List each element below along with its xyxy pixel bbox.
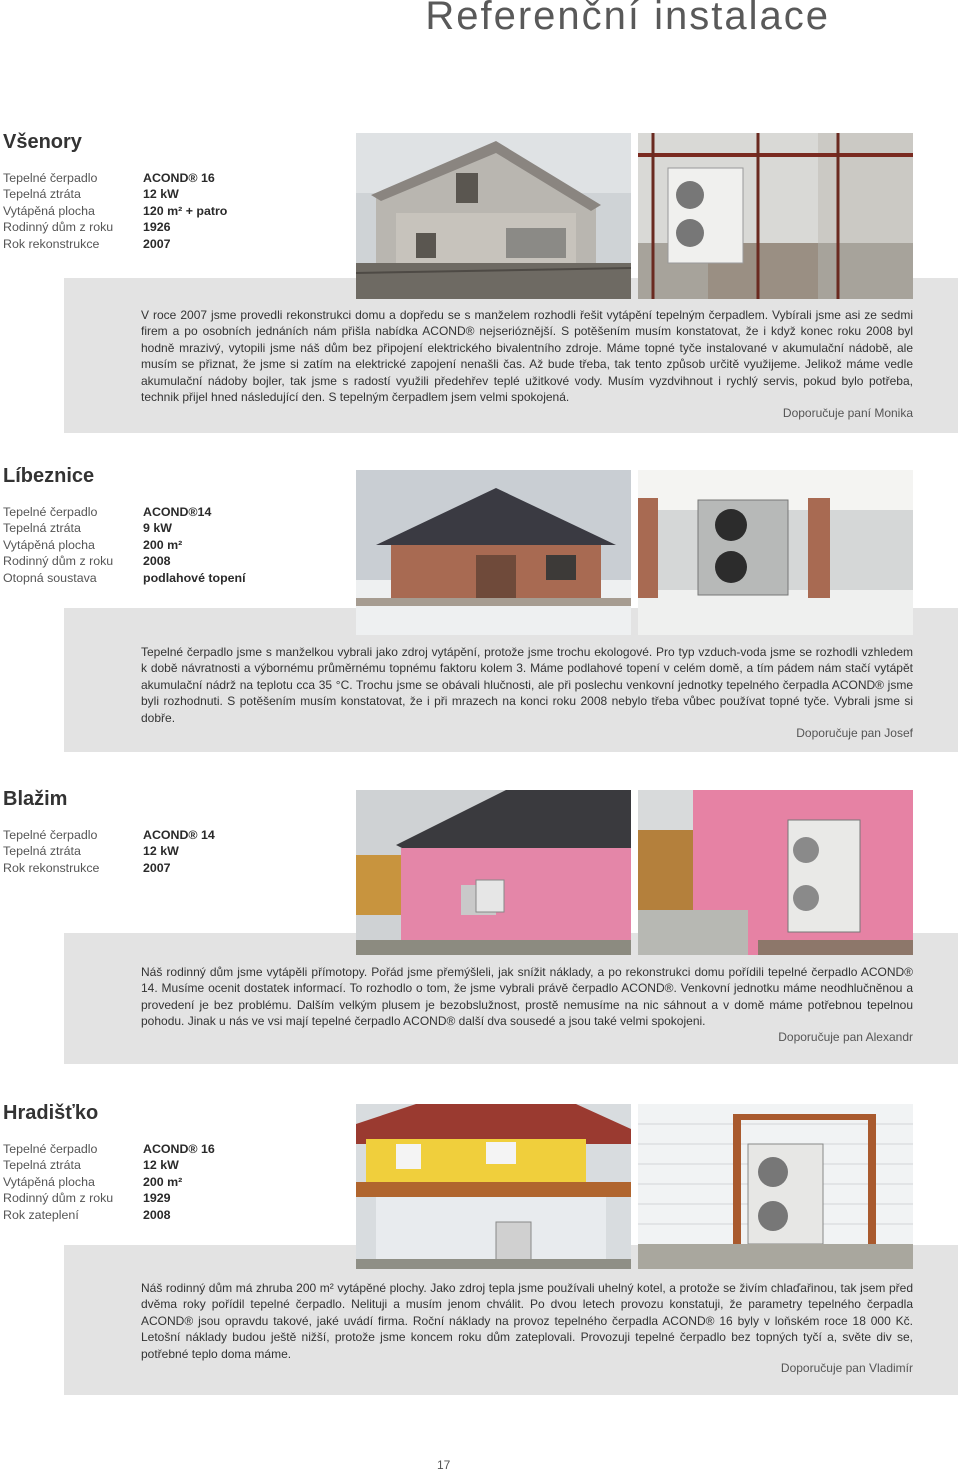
spec-list — [3, 1141, 215, 1223]
heat-pump-photo — [638, 470, 913, 635]
spec-label: Tepelná ztráta — [3, 187, 81, 202]
house-photo — [356, 470, 631, 635]
section-heading: Všenory — [3, 131, 82, 153]
spec-label: Vytápěná plocha — [3, 1174, 95, 1189]
spec-row — [3, 1190, 215, 1206]
spec-label: Rok rekonstrukce — [3, 860, 100, 875]
spec-label: Vytápěná plocha — [3, 203, 95, 218]
spec-row — [3, 827, 215, 843]
spec-row — [3, 1157, 215, 1173]
spec-row — [3, 553, 246, 569]
spec-row — [3, 843, 215, 859]
spec-label: Rodinný dům z roku — [3, 1191, 114, 1206]
spec-value: ACOND®14 — [143, 505, 212, 519]
spec-value: 2007 — [143, 236, 171, 251]
house-photo — [356, 790, 631, 955]
heat-pump-photo — [638, 790, 913, 955]
spec-value: 2007 — [143, 860, 171, 875]
spec-label: Rodinný dům z roku — [3, 554, 114, 569]
spec-label: Tepelné čerpadlo — [3, 1142, 98, 1156]
testimonial-text: Náš rodinný dům jsme vytápěli přímotopy. Pořád jsme přemýšleli, jak snížit náklady, a po rekonstrukci domu pořídili tepelné čerpadlo ACOND® 14. Musíme ocenit dostatek informací. To rozhodlo o tom, že jsme vybrali právě čerpadlo ACOND®. Venkovní jednotku máme neodhlučněnou a provedení je bez problému. Dalším velkým plusem je bezobslužnost, prostě nemusíme na nic sáhnout a v domě máme potřebnou tepelnou pohodu. Jinak u nás ve vsi mají tepelné čerpadlo ACOND® další dva sousedé a jsou také velmi spokojeni. — [141, 965, 913, 1029]
testimonial-signature: Doporučuje pan Vladimír — [780, 1361, 913, 1375]
spec-value: 2008 — [143, 1207, 171, 1222]
spec-label: Otopná soustava — [3, 570, 97, 585]
spec-value: 12 kW — [143, 844, 179, 859]
spec-value: ACOND® 16 — [143, 171, 215, 185]
spec-label: Rodinný dům z roku — [3, 220, 114, 235]
spec-value: ACOND® 16 — [143, 1142, 215, 1156]
spec-row — [3, 170, 227, 186]
page-number: 17 — [437, 1458, 451, 1472]
spec-row — [3, 1141, 215, 1157]
testimonial-signature: Doporučuje paní Monika — [782, 406, 913, 420]
heat-pump-photo — [638, 1104, 913, 1269]
section-heading: Blažim — [3, 788, 68, 810]
spec-label: Tepelná ztráta — [3, 521, 81, 536]
spec-label: Tepelná ztráta — [3, 1158, 81, 1173]
spec-row — [3, 1174, 215, 1190]
spec-label: Tepelné čerpadlo — [3, 171, 98, 185]
spec-label: Rok rekonstrukce — [3, 236, 100, 251]
section-heading: Líbeznice — [3, 465, 95, 487]
testimonial-text: V roce 2007 jsme provedli rekonstrukci domu a dopředu se s manželem rozhodli řešit vytápění tepelným čerpadlem. Vybírali jsme asi ze sedmi firem a po osobních jednáních nám přišla nabídka ACOND® nejserióznější. S potěšením musím konstatovat, že i když konec roku 2008 byl hodně mrazivý, vytopili jsme náš dům bez připojení elektrického bivalentního zdroje. Máme topné tyče instalované v akumulační nádobě, ale musím se přiznat, že jsme si zatím na elektrické zapojení nenašli čas. Až bude třeba, tak tento způsob určitě využijeme. Jelikož máme vedle akumulační nádoby bojler, tak jsme s radostí využili předehřev teplé užitkové vody. Musím vyzdvihnout i rychlý servis, pokud bylo potřeba, technik přijel hned následující den. S tepelným čerpadlem jsem velmi spokojená. — [141, 308, 913, 405]
spec-row — [3, 860, 215, 876]
house-photo — [356, 1104, 631, 1269]
spec-label: Tepelné čerpadlo — [3, 505, 98, 519]
spec-row — [3, 236, 227, 252]
spec-row — [3, 219, 227, 235]
spec-value: 12 kW — [143, 1158, 179, 1173]
spec-row — [3, 1207, 215, 1223]
spec-row — [3, 186, 227, 202]
testimonial-signature: Doporučuje pan Alexandr — [778, 1030, 913, 1044]
spec-label: Rok zateplení — [3, 1207, 79, 1222]
spec-row — [3, 520, 246, 536]
spec-value: 1926 — [143, 220, 171, 235]
spec-value: 200 m² — [143, 1174, 183, 1189]
spec-value: podlahové topení — [143, 570, 246, 585]
spec-list — [3, 170, 227, 252]
testimonial-text: Náš rodinný dům má zhruba 200 m² vytápěné plochy. Jako zdroj tepla jsme používali uhelný kotel, a protože se živím chlaďařinou, tak jsem před dvěma roky pořídil tepelné čerpadlo. Nelituji a musím jenom chválit. Po dvou letech provozu konstatuji, že parametry tepelného čerpadla ACOND® jsou opravdu takové, jaké uvádí firma. Roční náklady na provoz tepelného čerpadla ACOND® 16 byly v loňském roce 18 000 Kč. Letošní náklady budou ještě nižší, protože jsme koncem roku dům zateplovali. Provozuji tepelné čerpadlo bez topných tyčí a, světe div se, potřebné teplo doma máme. — [141, 1281, 913, 1361]
spec-row — [3, 570, 246, 586]
spec-value: 12 kW — [143, 187, 179, 202]
testimonial-signature: Doporučuje pan Josef — [796, 726, 913, 740]
spec-label: Vytápěná plocha — [3, 537, 95, 552]
spec-value: 120 m² + patro — [143, 203, 228, 218]
spec-label: Tepelná ztráta — [3, 844, 81, 859]
spec-value: 1929 — [143, 1191, 171, 1206]
page-title: Referenční instalace — [425, 0, 830, 38]
spec-row — [3, 203, 227, 219]
spec-list — [3, 827, 215, 876]
spec-label: Tepelné čerpadlo — [3, 828, 98, 842]
spec-value: ACOND® 14 — [143, 828, 215, 842]
house-photo — [356, 133, 631, 299]
testimonial-text: Tepelné čerpadlo jsme s manželkou vybrali jako zdroj vytápění, protože jsme trochu ekologové. Pro typ vzduch-voda jsme se rozhodli vzhledem k době návratnosti a výbornému průměrnému topnému faktoru kolem 3. Máme podlahové topení v celém domě, a tím pádem nám stačí vytápět akumulační nádrž na teplotu cca 35 °C. Trochu jsme se obávali hlučnosti, ale při poslechu venkovní jednotky tepelného čerpadla ACOND® jsme byli rozhodnuti. S potěšením musím konstatovat, že i při mrazech na konci roku 2008 nebylo třeba vůbec používat topné tyče. Vybrali jsme si dobře. — [141, 645, 913, 725]
spec-value: 200 m² — [143, 537, 183, 552]
spec-row — [3, 537, 246, 553]
spec-value: 2008 — [143, 554, 171, 569]
heat-pump-photo — [638, 133, 913, 299]
spec-value: 9 kW — [143, 521, 172, 536]
spec-row — [3, 504, 246, 520]
section-heading: Hradišťko — [3, 1102, 99, 1124]
spec-list — [3, 504, 246, 586]
